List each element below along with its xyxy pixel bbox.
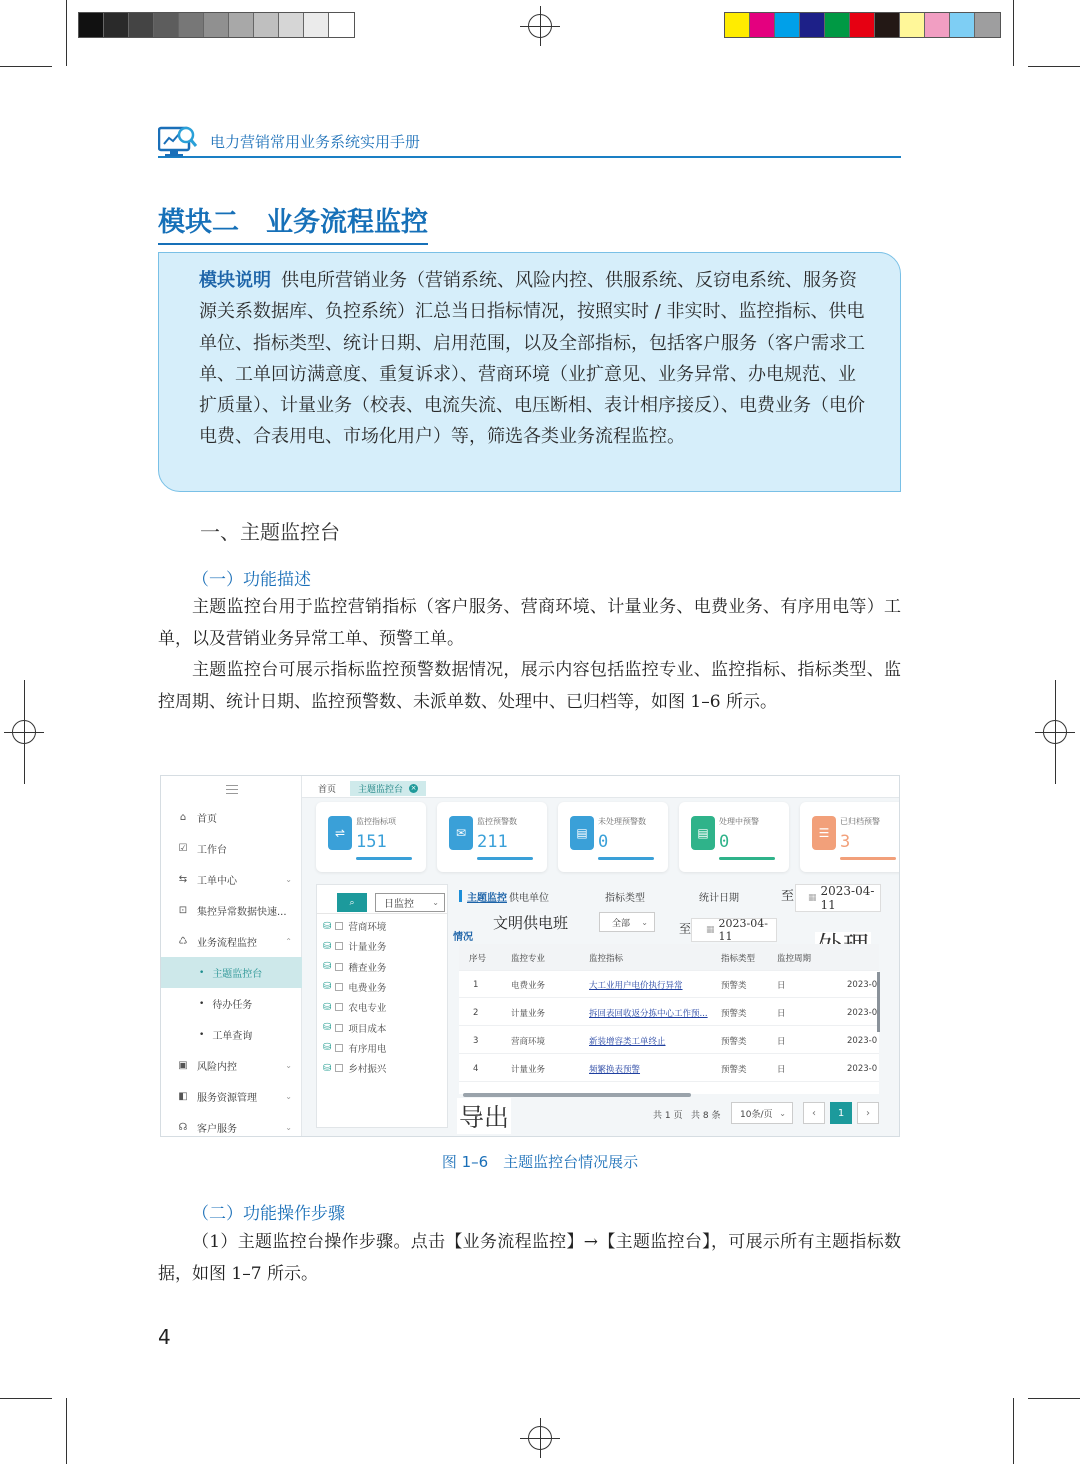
resource-icon: ◧	[178, 1091, 188, 1102]
sidebar-item[interactable]	[161, 802, 302, 833]
stat-card-label: 处理中预警	[719, 817, 759, 826]
registration-mark	[520, 6, 560, 46]
sidebar-item[interactable]	[161, 957, 302, 988]
vertical-scrollbar[interactable]	[877, 972, 880, 1032]
table-header-cell: 监控指标	[589, 953, 624, 964]
indicator-link[interactable]: 大工业用户电价执行异常	[589, 980, 683, 991]
tab-theme-monitor-label: 主题监控台	[358, 785, 404, 795]
stat-card-label: 未处理预警数	[598, 817, 646, 826]
crop-mark	[1013, 0, 1014, 66]
tree-item-label: 营商环境	[348, 922, 387, 933]
stat-card[interactable]	[800, 802, 900, 872]
stat-card[interactable]	[437, 802, 547, 872]
grey-swatch	[104, 13, 129, 37]
database-icon: ⛁	[323, 940, 332, 952]
stat-card[interactable]	[558, 802, 668, 872]
module-description	[199, 265, 868, 453]
sidebar-item-label: 工单查询	[212, 1031, 253, 1042]
stat-card[interactable]	[316, 802, 426, 872]
grey-swatch	[129, 13, 154, 37]
date-prefix-top: 至	[781, 889, 795, 904]
sidebar-item[interactable]	[161, 895, 302, 926]
tab-home[interactable]	[310, 781, 344, 796]
stat-card-icon: ✉	[449, 816, 473, 850]
color-swatch	[800, 13, 825, 37]
database-icon: ⛁	[323, 920, 332, 932]
prev-page-button[interactable]	[803, 1102, 825, 1124]
chevron-down-icon: ⌄	[285, 1123, 292, 1132]
tab-bar	[302, 776, 899, 798]
indicator-link[interactable]: 新装增容类工单终止	[589, 1036, 666, 1047]
stat-card-label: 监控预警数	[477, 817, 517, 826]
section-heading: 一、主题监控台	[200, 520, 340, 544]
table-row[interactable]	[459, 1055, 879, 1082]
table-cell: 日	[777, 1008, 786, 1019]
table-header-row	[459, 944, 879, 971]
bullet: •	[199, 998, 205, 1009]
registration-mark	[1035, 712, 1075, 752]
tree-item-checkbox[interactable]	[335, 1044, 343, 1052]
database-icon: ⛁	[323, 1042, 332, 1054]
table-cell: 预警类	[721, 1036, 747, 1047]
table-header-cell: 监控周期	[777, 953, 812, 964]
calendar-icon: ▦	[706, 925, 715, 935]
calendar-icon: ▦	[808, 893, 817, 903]
table-header-cell: 监控专业	[511, 953, 546, 964]
color-swatch	[975, 13, 1000, 37]
color-swatch	[825, 13, 850, 37]
risk-icon: ▣	[178, 1060, 188, 1071]
sidebar-item[interactable]	[161, 1050, 302, 1081]
section-label: 主题监控	[467, 893, 507, 904]
module-description-box	[158, 252, 901, 492]
table-row[interactable]	[459, 1027, 879, 1054]
crop-mark	[1028, 66, 1080, 67]
type-label: 指标类型	[605, 893, 645, 904]
monitor-table	[459, 944, 879, 1094]
table-cell: 4	[473, 1063, 479, 1074]
chevron-down-icon: ⌄	[779, 1108, 786, 1118]
stat-date-value: 2023-04-11	[718, 917, 768, 943]
chevron-up-icon: ⌃	[285, 937, 292, 946]
stat-card-value: 151	[356, 832, 387, 852]
sidebar-item-label: 客户服务	[197, 1124, 237, 1135]
sidebar-item-label: 风险内控	[197, 1062, 237, 1073]
grey-swatch	[254, 13, 279, 37]
tree-item[interactable]	[323, 916, 386, 936]
grey-swatch	[179, 13, 204, 37]
menu-toggle-icon[interactable]	[226, 782, 238, 794]
paragraph-3: （1）主题监控台操作步骤。点击【业务流程监控】→【主题监控台】，可展示所有主题指标数据，如图 1–7 所示。	[158, 1232, 901, 1284]
stat-card-bar	[840, 857, 896, 860]
registration-mark	[4, 712, 44, 752]
sidebar-item[interactable]	[161, 1019, 302, 1050]
table-row[interactable]	[459, 971, 879, 998]
chevron-right-icon: ›	[866, 1107, 870, 1119]
sidebar-item[interactable]	[161, 1081, 302, 1112]
tree-item[interactable]	[323, 977, 386, 997]
subsection-heading-function: （一）功能描述	[192, 570, 311, 590]
database-icon: ⛁	[323, 1022, 332, 1033]
table-cell: 2023-0	[847, 1063, 878, 1074]
table-cell: 营商环境	[511, 1036, 546, 1047]
grey-swatch	[154, 13, 179, 37]
tree-item[interactable]	[323, 1018, 386, 1038]
module-title: 模块二 业务流程监控	[158, 200, 428, 245]
registration-mark	[520, 1418, 560, 1458]
stat-card-icon: ▤	[691, 816, 715, 850]
color-swatch	[900, 13, 925, 37]
stat-card-value: 211	[477, 832, 508, 852]
search-icon: ⌕	[349, 897, 355, 908]
headset-icon: ☊	[178, 1122, 188, 1133]
table-row[interactable]	[459, 999, 879, 1026]
tree-item[interactable]	[323, 936, 386, 956]
table-header-cell: 序号	[469, 953, 487, 964]
crop-mark	[1028, 1398, 1080, 1399]
chevron-down-icon: ⌄	[285, 1061, 292, 1070]
date-range-end-value: 2023-04-11	[820, 884, 875, 912]
page-size-select[interactable]	[731, 1102, 793, 1124]
page-count: 共 1 页	[653, 1111, 683, 1121]
grey-swatch	[304, 13, 329, 37]
database-icon: ⛁	[323, 981, 332, 993]
sidebar-item-label: 工单中心	[197, 876, 237, 887]
date-label: 统计日期	[699, 893, 739, 904]
monitor-cycle-select[interactable]	[375, 893, 445, 912]
stat-card-bar	[598, 857, 654, 860]
color-swatch	[850, 13, 875, 37]
next-page-button[interactable]	[857, 1102, 879, 1124]
table-cell: 日	[777, 980, 786, 991]
tree-item-label: 乡村振兴	[348, 1064, 387, 1076]
flow-icon: ♺	[178, 936, 188, 947]
database-icon: ⛁	[323, 961, 332, 973]
ticket-icon: ⇆	[178, 874, 188, 885]
tree-item-label: 农电专业	[348, 1003, 387, 1015]
table-cell: 电费业务	[511, 980, 546, 991]
sidebar-item[interactable]	[161, 864, 302, 895]
grey-swatch	[329, 13, 354, 37]
tree-item[interactable]	[323, 997, 386, 1017]
table-cell: 2023-0	[847, 1007, 878, 1018]
color-swatch	[950, 13, 975, 37]
search-button[interactable]	[337, 893, 367, 912]
indicator-link[interactable]: 频繁换表预警	[589, 1064, 641, 1075]
bullet: •	[199, 1029, 205, 1040]
stat-card-value: 0	[719, 832, 730, 852]
page-1-label: 1	[837, 1107, 845, 1119]
color-swatch	[725, 13, 750, 37]
data-icon: ⊡	[178, 905, 188, 916]
table-header-cell: 指标类型	[721, 953, 756, 964]
stat-card-bar	[356, 857, 412, 860]
table-cell: 1	[473, 979, 479, 990]
module-description-label: 模块说明	[199, 270, 271, 291]
table-cell: 日	[777, 1036, 786, 1047]
indicator-link[interactable]: 拆回表回收返分拣中心工作预...	[589, 1008, 708, 1019]
table-cell: 计量业务	[511, 1064, 546, 1075]
export-button[interactable]: 导出	[457, 1098, 511, 1134]
crop-mark	[66, 1398, 67, 1464]
chevron-down-icon: ⌄	[285, 1092, 292, 1101]
table-cell: 2	[473, 1007, 479, 1018]
tree-item-checkbox[interactable]	[335, 942, 343, 950]
figure-screenshot	[160, 775, 900, 1137]
table-cell: 3	[473, 1035, 479, 1046]
monitor-magnifier-icon	[158, 124, 198, 158]
color-swatch	[925, 13, 950, 37]
table-cell: 2023-0	[847, 1035, 878, 1046]
tree-item-checkbox[interactable]	[335, 922, 343, 930]
sidebar-item[interactable]	[161, 833, 302, 864]
database-icon: ⛁	[323, 1001, 332, 1013]
stat-card-bar	[477, 857, 533, 860]
stat-card-label: 监控指标项	[356, 817, 396, 826]
tree-item[interactable]	[323, 1058, 386, 1078]
sidebar-item-label: 业务流程监控	[197, 938, 257, 949]
page-1-button[interactable]	[830, 1102, 852, 1124]
horizontal-scrollbar[interactable]	[463, 1093, 691, 1097]
sidebar-item-label: 服务资源管理	[197, 1093, 257, 1104]
stat-card-icon: ⇌	[328, 816, 352, 850]
unit-label: 供电单位	[509, 893, 549, 904]
home-icon: ⌂	[179, 812, 187, 823]
grey-swatch-bar	[78, 12, 355, 38]
grey-swatch	[229, 13, 254, 37]
tree-item-checkbox[interactable]	[335, 1003, 343, 1011]
color-swatch-bar	[724, 12, 1001, 38]
sidebar-item[interactable]	[161, 1112, 302, 1137]
figure-caption: 图 1–6 主题监控台情况展示	[441, 1153, 639, 1171]
desk-icon: ☑	[178, 843, 188, 854]
page-number: 4	[158, 1325, 171, 1349]
sidebar-item-label: 待办任务	[212, 1000, 253, 1011]
tree-item-label: 电费业务	[348, 982, 387, 994]
sidebar-item[interactable]	[161, 926, 302, 957]
stat-card-value: 0	[598, 832, 609, 852]
book-title: 电力营销常用业务系统实用手册	[210, 133, 421, 151]
stat-card-icon: ☰	[812, 816, 836, 850]
unit-value[interactable]: 文明供电班	[493, 914, 569, 932]
sidebar-item-label: 集控异常数据快速...	[197, 907, 287, 918]
crop-mark	[66, 0, 67, 66]
detail-label: 情况	[453, 932, 473, 943]
tree-item-checkbox[interactable]	[335, 1024, 343, 1032]
color-swatch	[750, 13, 775, 37]
running-head	[158, 124, 901, 158]
stat-card-icon: ▤	[570, 816, 594, 850]
grey-swatch	[79, 13, 104, 37]
sidebar-item-label: 主题监控台	[212, 969, 263, 980]
stat-date-picker[interactable]	[691, 918, 777, 942]
stat-card-value: 3	[840, 832, 851, 852]
monitor-cycle-value: 日监控	[384, 899, 414, 910]
sidebar	[161, 776, 302, 1137]
bullet: •	[199, 967, 205, 978]
grey-swatch	[279, 13, 304, 37]
sidebar-item[interactable]	[161, 988, 302, 1019]
tree-item-checkbox[interactable]	[335, 1064, 343, 1072]
type-value: 全部	[612, 918, 631, 929]
type-select[interactable]	[599, 912, 655, 932]
database-icon: ⛁	[323, 1062, 332, 1074]
stat-card[interactable]	[679, 802, 789, 872]
tree-item-checkbox[interactable]	[335, 983, 343, 991]
crop-mark	[0, 1398, 52, 1399]
stat-card-bar	[719, 857, 775, 860]
chevron-left-icon: ‹	[812, 1107, 816, 1119]
color-swatch	[775, 13, 800, 37]
section-marker	[459, 890, 462, 902]
tab-theme-monitor[interactable]	[350, 781, 426, 796]
record-count: 共 8 条	[691, 1111, 721, 1121]
chevron-down-icon: ⌄	[432, 898, 439, 907]
tree-item-label: 有序用电	[348, 1043, 387, 1055]
tree-item-label: 计量业务	[348, 942, 387, 954]
table-cell: 计量业务	[511, 1008, 546, 1019]
tree-item-label: 项目成本	[348, 1023, 387, 1035]
paragraph-1: 主题监控台用于监控营销指标（客户服务、营商环境、计量业务、电费业务、有序用电等）工单，以及营销业务异常工单、预警工单。	[158, 597, 901, 649]
chevron-down-icon: ⌄	[641, 917, 648, 927]
table-cell: 预警类	[721, 980, 747, 991]
table-cell: 日	[777, 1064, 786, 1075]
table-cell: 预警类	[721, 1008, 747, 1019]
date-prefix: 至	[679, 922, 692, 936]
sidebar-item-label: 首页	[197, 814, 217, 825]
category-tree-panel	[316, 884, 448, 1128]
crop-mark	[1013, 1398, 1014, 1464]
table-cell: 预警类	[721, 1064, 747, 1075]
tree-item-list	[317, 913, 447, 1076]
color-swatch	[875, 13, 900, 37]
page-size-value: 10条/页	[740, 1109, 773, 1120]
module-description-text: 供电所营销业务（营销系统、风险内控、供服系统、反窃电系统、服务资源关系数据库、负控系统）汇总当日指标情况，按照实时 / 非实时、监控指标、供电单位、指标类型、统计日期、启用范围，以及全部指标，包括客户服务（客户需求工单、工单回访满意度、重复诉求）、营商环境（业扩意见、业务异常、办电规范、业扩质量）、计量业务（校表、电流失流、电压断相、表计相序接反）、电费业务（电价电费、合表用电、市场化用户）等，筛选各类业务流程监控。	[199, 270, 865, 448]
table-cell: 2023-0	[847, 979, 878, 990]
paragraph-2: 主题监控台可展示指标监控预警数据情况，展示内容包括监控专业、监控指标、指标类型、监控周期、统计日期、监控预警数、未派单数、处理中、已归档等，如图 1–6 所示。	[158, 660, 901, 712]
tree-item-label: 稽查业务	[348, 962, 387, 974]
tab-home-label: 首页	[318, 785, 337, 795]
subsection-heading-steps: （二）功能操作步骤	[192, 1204, 345, 1224]
tree-item[interactable]	[323, 1038, 386, 1058]
tree-item[interactable]	[323, 957, 386, 977]
sidebar-item-label: 工作台	[197, 845, 227, 856]
chevron-down-icon: ⌄	[285, 875, 292, 884]
crop-mark	[0, 66, 52, 67]
grey-swatch	[204, 13, 229, 37]
tree-item-checkbox[interactable]	[335, 963, 343, 971]
close-icon[interactable]: ×	[410, 784, 417, 792]
stat-card-label: 已归档预警	[840, 817, 880, 826]
date-range-end[interactable]	[795, 884, 881, 912]
